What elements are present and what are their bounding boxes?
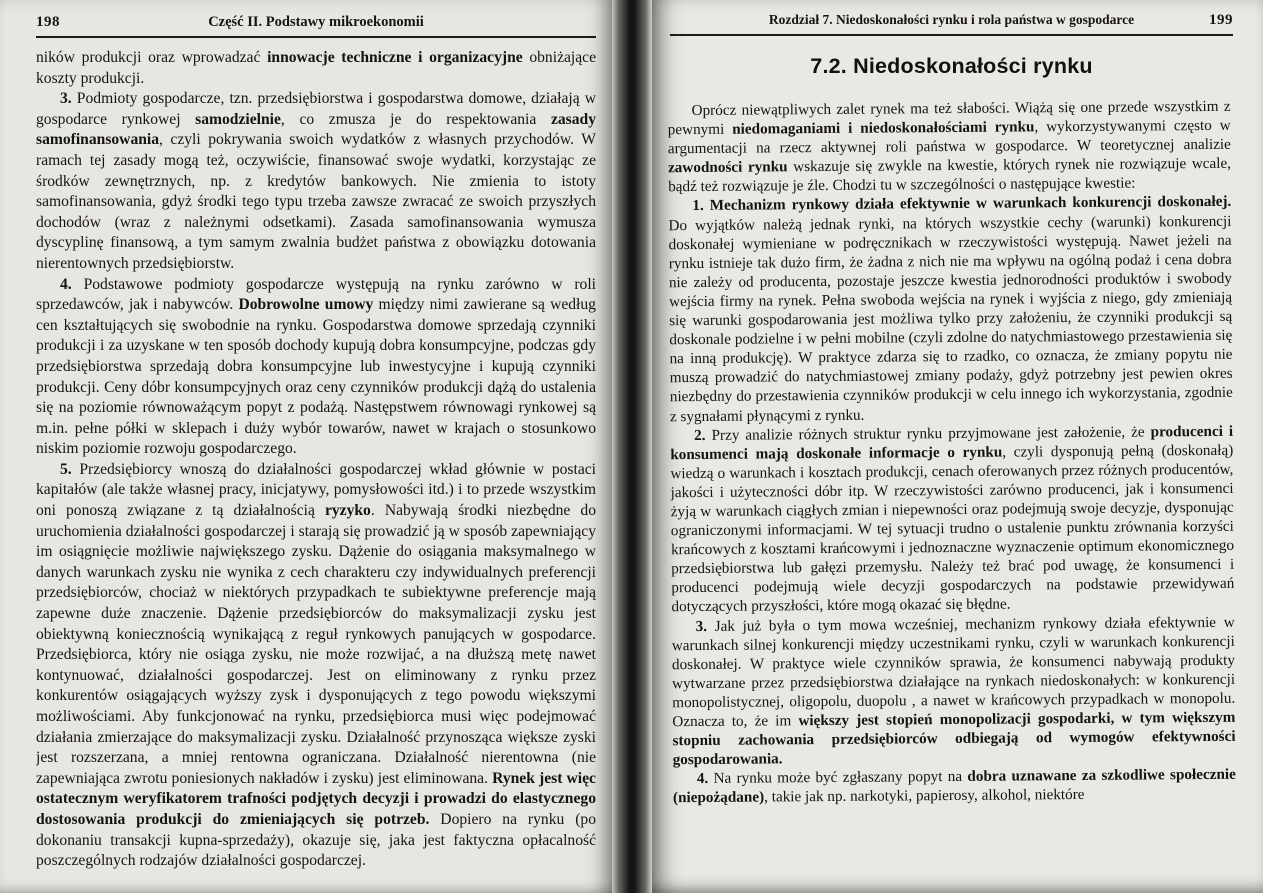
left-running-title: Część II. Podstawy mikroekonomii [208, 14, 424, 30]
binding-gutter [612, 0, 652, 893]
bold-run: Rynek jest więc ostatecznym weryfikatorem trafności podjętych decyzji i prowadzi do elastycznego dostosowania produkcji do zmieniających się potrzeb. [36, 769, 596, 828]
bold-run: 3. [60, 90, 77, 108]
text-run: . Nabywają środki niezbędne do uruchomienia działalności gospodarczej i starają się prowadzić ją w sposób zapewniający im osiągnięcie możliwie największego zysku. Dążenie do osiągania maksymalnego w danych warunkach zysku nie wynika z cech charakteru czy indywidualnych preferencji przedsiębiorców, chociaż w niektórych przypadkach te subiektywne preferencje mają zapewne duże znaczenie. Dążenie przedsiębiorców do maksymalizacji zysku jest obiektywną koniecznością wynikającą z reguł rynkowych panujących w gospodarce. Przedsiębiorca, który nie osiąga zysku, nie może rozwijać, a na dłuższą metę nawet kontynuować, działalności gospodarczej. Jest on eliminowany z rynku przez konkurentów osiągających wyższy zysk i dysponujących z tego powodu większymi możliwościami. Aby funkcjonować na rynku, przedsiębiorca musi więc podejmować działania zmierzające do maksymalizacji zysku. Działalność przynosząca większe zyski jest rozszerzana, a mniej rentowna ograniczana. Działalność nierentowna (nie zapewniająca zwrotu poniesionych nakładów i zysku) jest eliminowana. [36, 502, 596, 787]
right-running-title: Rozdział 7. Niedoskonałości rynku i rola państwa w gospodarce [768, 12, 1135, 27]
text-run: Na rynku może być zgłaszany popyt na [713, 768, 968, 788]
paragraph [670, 421, 1234, 616]
bold-run: niedomaganiami i niedoskonałościami rynku [732, 118, 1035, 138]
bold-run: większy jest stopień monopolizacji gospodarki, w tym większym stopniu zachowania przedsiębiorców odbiegają od wymogów efektywności gospodarowania. [672, 708, 1236, 769]
bold-run: 4. [60, 275, 84, 293]
paragraph [36, 275, 596, 460]
paragraph [673, 765, 1236, 808]
text-run: Przedsiębiorcy wnoszą do działalności gospodarczej wkład głównie w postaci kapitałów (ale także własnej pracy, inicjatywy, pomysłowości itd.) i to przede wszystkim oni ponoszą związane z tą działalnością [36, 460, 596, 520]
text-run: Oprócz niewątpliwych zalet rynek ma też słabości. Wiążą się one przede wszystkim z pewnymi [667, 97, 1231, 139]
paragraph [36, 89, 596, 274]
bold-run: Dobrowolne umowy [238, 296, 374, 314]
paragraph [668, 192, 1233, 426]
right-header-rule [670, 34, 1233, 36]
bold-run: innowacje techniczne i organizacyjne [267, 49, 523, 66]
bold-run: samodzielnie [195, 110, 281, 128]
paragraph [672, 612, 1236, 769]
text-run: , co zmusza je do respektowania [280, 110, 551, 128]
left-page-number: 198 [36, 14, 60, 30]
right-page-number: 199 [1209, 12, 1233, 28]
paragraph [668, 97, 1232, 197]
bold-run: 1. Mechanizm rynkowy działa efektywnie w warunkach konkurencji doskonałej. [692, 193, 1232, 215]
left-running-head [36, 14, 596, 31]
text-run: , wykorzystywanymi często w argumentacji na rzecz aktywnej roli państwa w gospodarce. W teoretycznej analizie [667, 116, 1231, 158]
bold-run: 3. [695, 617, 715, 635]
text-run: , czyli dysponują pełną (doskonałą) wiedzą o warunkach i kosztach produkcji, cenach oferowanych przez różnych producentów, jakości i użyteczności dóbr itp. W rzeczywistości zarówno producenci, jak i konsumenci żyją w warunkach ciągłych zmian i niepewności oraz podejmują swoje decyzje, dysponując ograniczonymi informacjami. W tej sytuacji trudno o ustalenie punktu zrównania korzyści krańcowych z kosztami krańcowymi i jednoznaczne wyznaczenie optimum ekonomicznego przedsiębiorstwa lub gałęzi przemysłu. Należy też brać pod uwagę, że konsumenci i producenci podejmują wiele decyzji gospodarczych na podstawie przewidywań dotyczących przyszłości, które mogą okazać się błędne. [670, 441, 1235, 616]
bold-run: zawodności rynku [667, 158, 788, 177]
right-running-head [670, 12, 1233, 29]
bold-run: dobra uznawane za szkodliwe społecznie (niepożądane) [672, 766, 1236, 807]
text-run: między nimi zawierane są według cen kształtujących się swobodnie na rynku. Gospodarstwa domowe sprzedają czynniki produkcji i za uzyskane w ten sposób dochody kupują dobra konsumpcyjne, podczas gdy przedsiębiorstwa sprzedają dobra konsumpcyjne lub inwestycyjne i kupują czynniki produkcji. Ceny dóbr konsumpcyjnych oraz ceny czynników produkcji dążą do ustalenia się na poziomie równoważącym popyt z podażą. Następstwem równowagi rynkowej są m.in. pełne półki w sklepach i duży wybór towarów, nawet w krajach o stosunkowo niskim poziomie rozwoju gospodarczego. [36, 296, 596, 458]
text-run: Dopiero na rynku (po dokonaniu transakcji kupna-sprzedaży), okazuje się, jaka jest faktyczna opłacalność poszczególnych rodzajów działalności gospodarczej. [36, 810, 596, 870]
text-run: , takie jak np. narkotyki, papierosy, alkohol, niektóre [764, 786, 1085, 806]
bold-run: 4. [696, 770, 714, 788]
text-run: Podmioty gospodarcze, tzn. przedsiębiorstwa i gospodarstwa domowe, działają w gospodarce rynkowej [36, 90, 596, 128]
bold-run: 5. [60, 460, 80, 478]
bold-run: zasady samofinansowania [36, 110, 596, 149]
left-header-rule [36, 36, 596, 38]
text-run: wskazuje się zwykle na kwestie, których rynek nie rozwiązuje wcale, bądź też rozwiązuje je źle. Chodzi tu w szczególności o następujące kwestie: [668, 155, 1232, 196]
text-run: Jak już była o tym mowa wcześniej, mechanizm rynkowy działa efektywnie w warunkach silnej konkurencji między uczestnikami rynku, czyli w warunkach konkurencji doskonałej. W praktyce wiele czynników sprawia, że konsumenci nabywają produkty wytwarzane przez przedsiębiorstwa działające na rynkach niedoskonałych: w konkurencji monopolistycznej, oligopolu, duopolu , a nawet w krańcowych przypadkach w monopolu. Oznacza to, że im [671, 613, 1236, 731]
text-run: , czyli pokrywania swoich wydatków z własnych przychodów. W ramach tej zasady mogą też, oczywiście, finansować swoje wydatki, korzystając ze środków zewnętrznych, np. z kredytów bankowych. Nie zmienia to istoty samofinansowania, gdyż środki tego typu trzeba zawsze zwracać ze swoich przyszłych dochodów (wraz z należnymi odsetkami). Zasada samofinansowania wymusza dyscyplinę finansową, a tym samym zwalnia budżet państwa z obowiązku dotowania nierentownych przedsiębiorstw. [36, 131, 596, 272]
right-page-text [668, 97, 1237, 893]
paragraph [36, 460, 596, 872]
bold-run: 2. [694, 426, 712, 444]
bold-run: ryzyko [324, 502, 371, 520]
bold-run: producenci i konsumenci mają doskonałe informacje o rynku [670, 422, 1234, 463]
text-run: Podstawowe podmioty gospodarcze występują na rynku zarówno w roli sprzedawców, jak i nabywców. [36, 275, 596, 314]
paragraph [36, 48, 596, 89]
section-title: 7.2. Niedoskonałości rynku [810, 54, 1093, 78]
left-page [0, 0, 612, 893]
text-run: Przy analizie różnych struktur rynku przyjmowane jest założenie, że [711, 423, 1151, 444]
text-run: obniżające koszty produkcji. [36, 49, 596, 87]
text-run: ników produkcji oraz wprowadzać [36, 49, 268, 66]
right-page [652, 0, 1263, 893]
left-page-text [36, 48, 596, 886]
text-run: Do wyjątków należą jednak rynki, na których wszystkie cechy (warunki) konkurencji doskonałej wymieniane w podręcznikach w rzeczywistości występują. Nawet jeżeli na rynku istnieje tak dużo firm, że żadna z nich nie ma wpływu na ogólną podaż i cena dobra nie zależy od producenta, pozostaje jeszcze kwestia jednorodności produktów i swobody wejścia firmy na rynek. Pełna swoboda wejścia na rynek i wyjścia z niego, gdy zmieniają się warunki gospodarowania jest możliwa tylko przy założeniu, że czynniki produkcji są doskonale podzielne i w pełni mobilne (czyli zdolne do natychmiastowego przestawienia się na inną produkcję). W praktyce zdarza się to rzadko, co oznacza, że zmiany popytu nie muszą prowadzić do natychmiastowej zmiany podaży, gdyż potrzebny jest pewien okres niezbędny do przestawienia czynników produkcji w celu innego ich wykorzystania, zgodnie z sygnałami płynącymi z rynku. [668, 212, 1233, 425]
